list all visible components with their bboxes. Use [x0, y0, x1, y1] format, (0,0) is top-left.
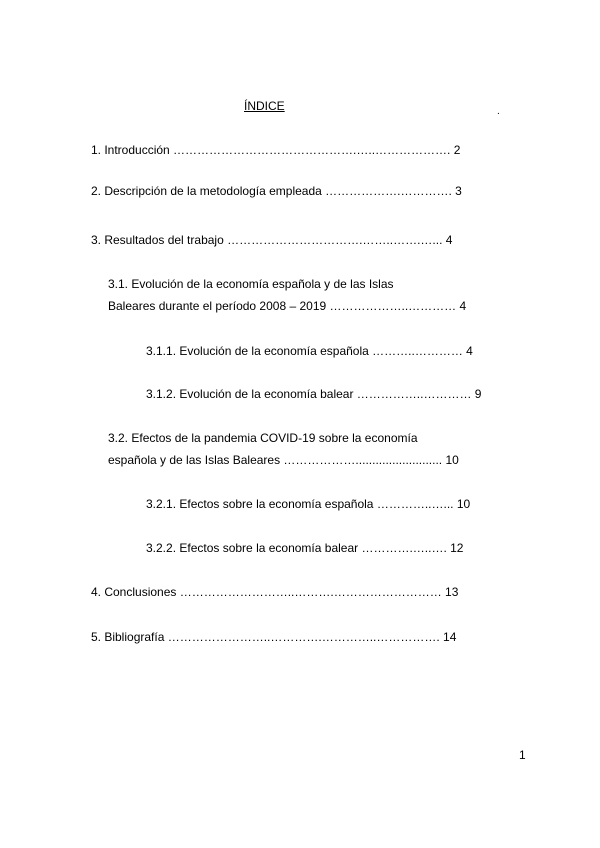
toc-entry-conclusiones[interactable]: 4. Conclusiones ………………………..……….……………………… 13 — [91, 585, 459, 599]
page-title: ÍNDICE — [244, 99, 285, 113]
toc-entry-3-2-line2[interactable]: española y de las Islas Baleares ……………….......................... 10 — [108, 453, 459, 467]
toc-entry-3-1-2[interactable]: 3.1.2. Evolución de la economía balear ……………..………… 9 — [146, 387, 482, 401]
toc-entry-resultados[interactable]: 3. Resultados del trabajo …………………………….……..…….…... 4 — [91, 233, 453, 247]
toc-entry-3-2-1[interactable]: 3.2.1. Efectos sobre la economía española …………..…... 10 — [146, 497, 471, 511]
toc-entry-3-1-line1[interactable]: 3.1. Evolución de la economía española y de las Islas — [108, 277, 394, 291]
corner-mark: . — [497, 106, 500, 117]
toc-entry-bibliografia[interactable]: 5. Bibliografía ……………………..………….…………..……………. 14 — [91, 630, 457, 644]
toc-entry-3-1-1[interactable]: 3.1.1. Evolución de la economía española ………..………… 4 — [146, 344, 473, 358]
toc-entry-metodologia[interactable]: 2. Descripción de la metodología empleada ……………….…………. 3 — [91, 184, 462, 198]
page-number: 1 — [519, 748, 526, 762]
toc-entry-introduccion[interactable]: 1. Introducción ……………………………………….…..………………. 2 — [91, 143, 461, 157]
toc-entry-3-1-line2[interactable]: Baleares durante el período 2008 – 2019 ………………..………… 4 — [108, 299, 467, 313]
toc-entry-3-2-2[interactable]: 3.2.2. Efectos sobre la economía balear ………….…..…. 12 — [146, 541, 464, 555]
toc-entry-3-2-line1[interactable]: 3.2. Efectos de la pandemia COVID-19 sobre la economía — [108, 431, 418, 445]
